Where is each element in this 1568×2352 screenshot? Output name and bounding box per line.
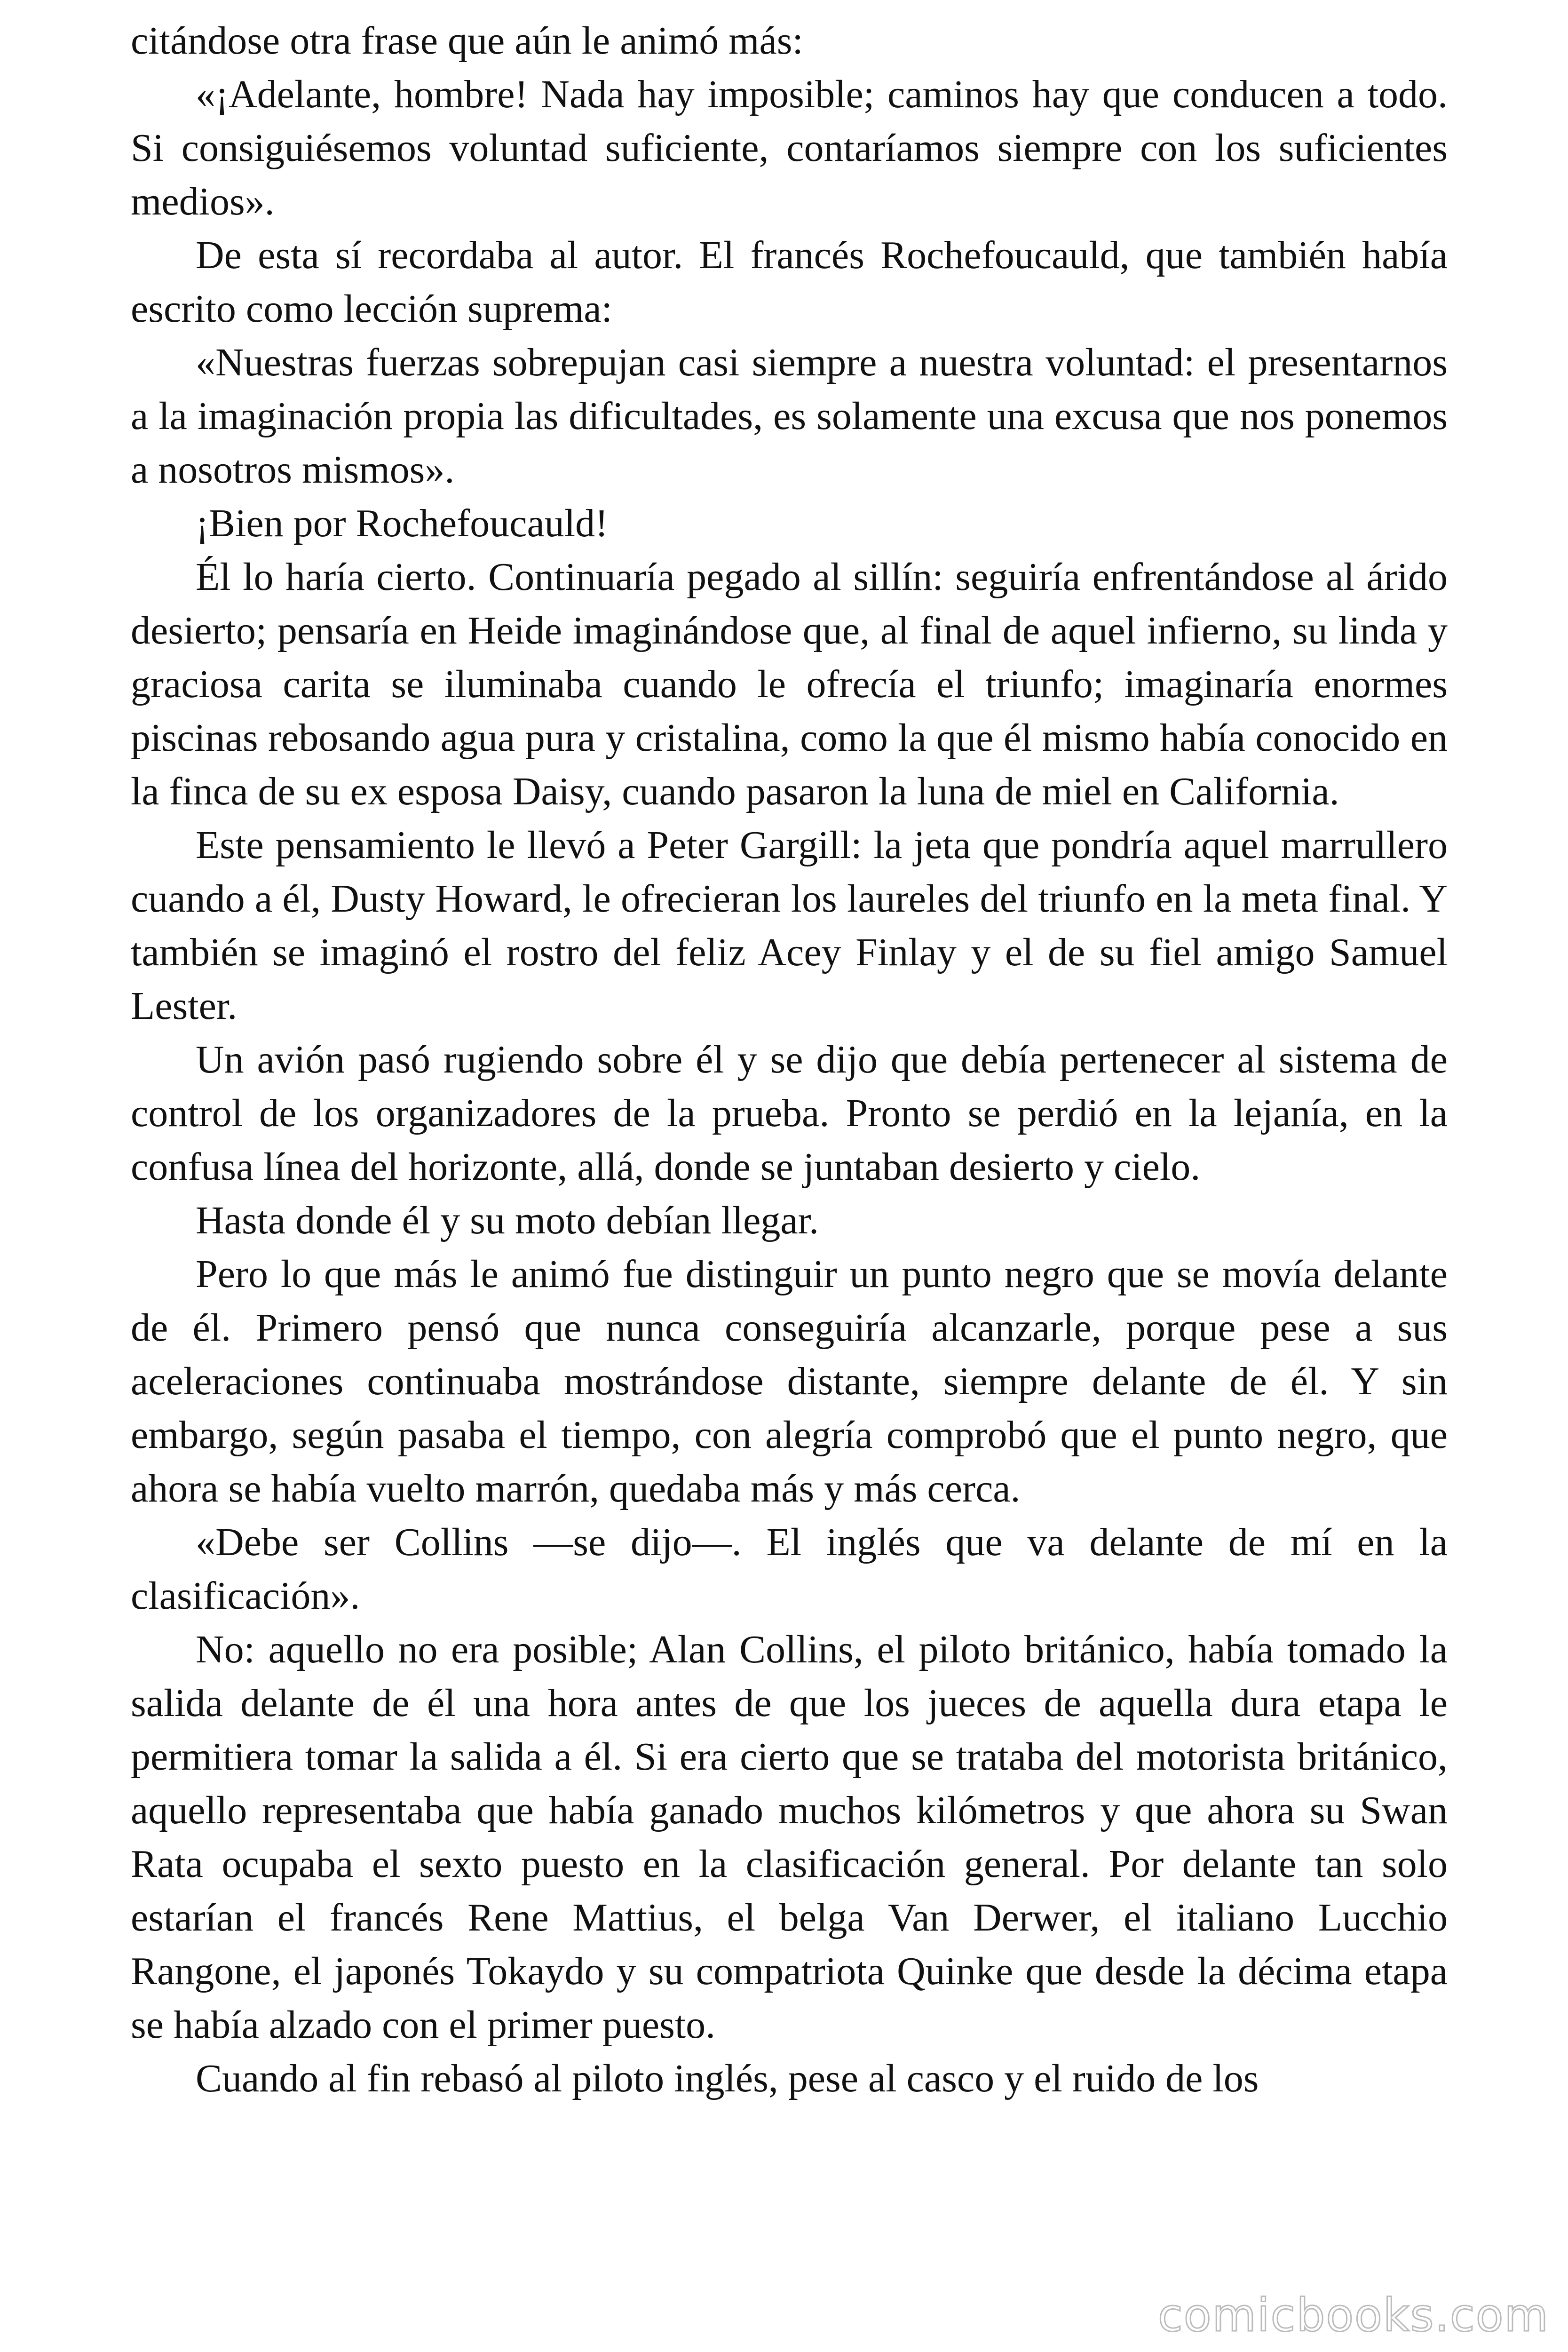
watermark: comicbooks.com <box>1157 2289 1549 2342</box>
paragraph-4: «Nuestras fuerzas sobrepujan casi siempre a nuestra voluntad: el presentarnos a la imaginación propia las dificultades, es solamente una excusa que nos ponemos a nosotros mismos». <box>131 341 1448 492</box>
paragraph-10: Pero lo que más le animó fue distinguir un punto negro que se movía delante de él. Primero pensó que nunca conseguiría alcanzarle, porque pese a sus aceleraciones continuaba mostrándose distante, siempre delante de él. Y sin embargo, según pasaba el tiempo, con alegría comprobó que el punto negro, que ahora se había vuelto marrón, quedaba más y más cerca. <box>131 1252 1448 1510</box>
paragraph-8: Un avión pasó rugiendo sobre él y se dijo que debía pertenecer al sistema de control de los organizadores de la prueba. Pronto se perdió en la lejanía, en la confusa línea del horizonte, allá, donde se juntaban desierto y cielo. <box>131 1038 1448 1189</box>
paragraph-13: Cuando al fin rebasó al piloto inglés, pese al casco y el ruido de los <box>196 2057 1259 2100</box>
paragraph-5: ¡Bien por Rochefoucauld! <box>196 501 609 545</box>
paragraph-6: Él lo haría cierto. Continuaría pegado al sillín: seguiría enfrentándose al árido desierto; pensaría en Heide imaginándose que, al final de aquel infierno, su linda y graciosa carita se iluminaba cuando le ofrecía el triunfo; imaginaría enormes piscinas rebosando agua pura y cristalina, como la que él mismo había conocido en la finca de su ex esposa Daisy, cuando pasaron la luna de miel en California. <box>131 555 1448 813</box>
paragraph-3: De esta sí recordaba al autor. El francés Rochefoucauld, que también había escrito como lección suprema: <box>131 233 1448 331</box>
page-text <box>131 14 1448 2106</box>
paragraph-9: Hasta donde él y su moto debían llegar. <box>196 1199 819 1242</box>
paragraph-12: No: aquello no era posible; Alan Collins, el piloto británico, había tomado la salida delante de él una hora antes de que los jueces de aquella dura etapa le permitiera tomar la salida a él. Si era cierto que se trataba del motorista británico, aquello representaba que había ganado muchos kilómetros y que ahora su Swan Rata ocupaba el sexto puesto en la clasificación general. Por delante tan solo estarían el francés Rene Mattius, el belga Van Derwer, el italiano Lucchio Rangone, el japonés Tokaydo y su compatriota Quinke que desde la décima etapa se había alzado con el primer puesto. <box>131 1628 1448 2047</box>
paragraph-1: citándose otra frase que aún le animó más: <box>131 19 803 63</box>
paragraph-11: «Debe ser Collins —se dijo—. El inglés que va delante de mí en la clasificación». <box>131 1520 1448 1618</box>
paragraph-2: «¡Adelante, hombre! Nada hay imposible; caminos hay que conducen a todo. Si consiguiésemos voluntad suficiente, contaríamos siempre con los suficientes medios». <box>131 72 1448 223</box>
paragraph-7: Este pensamiento le llevó a Peter Gargill: la jeta que pondría aquel marrullero cuando a él, Dusty Howard, le ofrecieran los laureles del triunfo en la meta final. Y también se imaginó el rostro del feliz Acey Finlay y el de su fiel amigo Samuel Lester. <box>131 823 1448 1028</box>
